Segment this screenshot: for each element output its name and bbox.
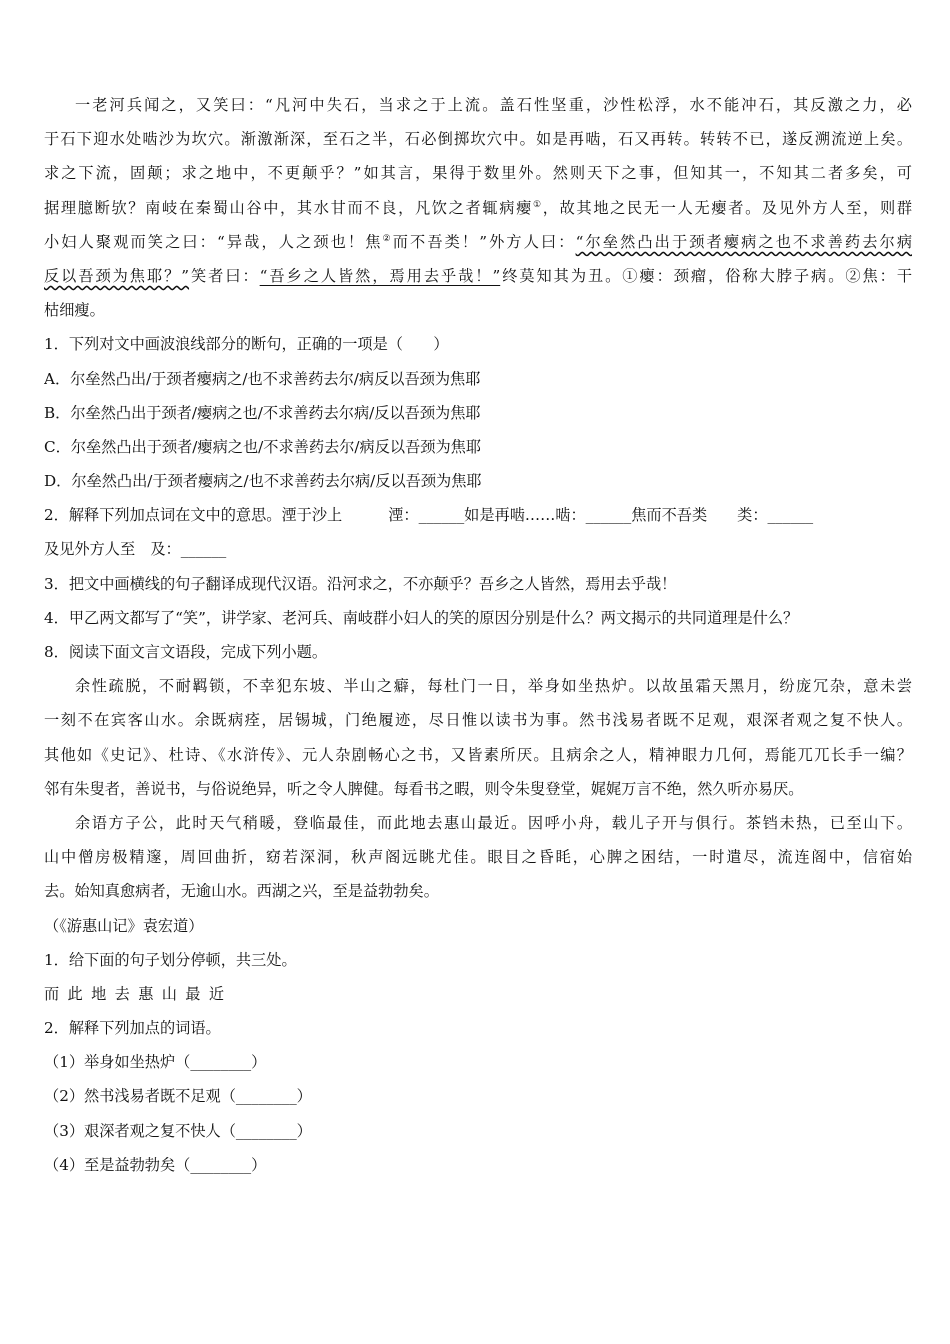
passage-line: 一刻不在宾客山水。余既病痊，居锡城，门绝履迹，尽日惟以读书为事。然书浅易者既不足观，艰深者观之复不快人。 (44, 711, 912, 730)
sub-question-1: 1．给下面的句子划分停顿，共三处。 (44, 950, 297, 969)
passage-line: 于石下迎水处啮沙为坎穴。渐激渐深，至石之半，石必倒掷坎穴中。如是再啮，石又再转。转转不已，遂反溯流逆上矣。 (44, 130, 912, 149)
passage-line: 余语方子公，此时天气稍暖，登临最佳，而此地去惠山最近。因呼小舟，载儿子开与俱行。茶铛未热，已至山下。 (75, 813, 912, 832)
option-d: D．尔垒然凸出/于颈者瘿病之/也不求善药去尔病/反以吾颈为焦耶 (44, 472, 482, 491)
passage-line: 余性疏脱，不耐羁锁，不幸犯东坡、半山之癖，每杜门一日，举身如坐热炉。以故虽霜天黑月，纷庞冗杂，意未尝 (75, 677, 912, 696)
q2-text: 类：______ (737, 506, 814, 525)
passage-line: 邻有朱叟者，善说书，与俗说绝异，听之令人脾健。每看书之暇，则令朱叟登堂，娓娓万言不绝，然久听亦易厌。 (44, 779, 804, 798)
passage-text: 终莫知其为丑。①瘿：颈瘤，俗称大脖子病。②焦：干 (500, 266, 912, 285)
pause-sentence: 而此地去惠山最近 (44, 984, 233, 1003)
footnote-marker: ① (532, 199, 543, 210)
option-a: A．尔垒然凸出/于颈者瘿病之/也不求善药去尔/病反以吾颈为焦耶 (44, 369, 481, 388)
passage-line: 求之下流，固颠；求之地中，不更颠乎？”如其言，果得于数里外。然则天下之事，但知其一，不知其二者多矣，可 (44, 164, 912, 183)
passage-line (44, 259, 912, 293)
passage-line (44, 191, 912, 225)
question-3: 3．把文中画横线的句子翻译成现代汉语。沿河求之，不亦颠乎？吾乡之人皆然，焉用去乎哉！ (44, 574, 677, 593)
passage-text: ，故其地之民无一人无瘿者。及见外方人至，则群 (542, 198, 912, 217)
document-page (44, 88, 912, 1182)
q2-text: 啮：______焦而不吾类 (555, 506, 708, 525)
option-b: B．尔垒然凸出于颈者/瘿病之也/不求善药去尔病/反以吾颈为焦耶 (44, 403, 481, 422)
wavy-underlined-text: “尔垒然凸出于颈者瘿病之也不求善药去尔病 (575, 232, 912, 251)
passage-line: 去。始知真愈病者，无逾山水。西湖之兴，至是益勃勃矣。 (44, 882, 439, 901)
passage-text: 小妇人聚观而笑之曰：“异哉，人之颈也！焦 (44, 232, 383, 251)
explain-item-3: （3）艰深者观之复不快人（________） (44, 1121, 312, 1140)
sub-question-2: 2．解释下列加点的词语。 (44, 1019, 221, 1038)
passage-line (44, 225, 912, 259)
question-4: 4．甲乙两文都写了“笑”，讲学家、老河兵、南岐群小妇人的笑的原因分别是什么？两文揭示的共同道理是什么？ (44, 608, 799, 627)
passage-text: 据理臆断欤？南岐在秦蜀山谷中，其水甘而不良，凡饮之者辄病瘿 (44, 198, 533, 217)
explain-item-2: （2）然书浅易者既不足观（________） (44, 1087, 312, 1106)
passage-text: 笑者曰： (189, 266, 260, 285)
option-c: C．尔垒然凸出于颈者/瘿病之也/不求善药去尔/病反以吾颈为焦耶 (44, 437, 482, 456)
wavy-underlined-text: 反以吾颈为焦耶？” (44, 266, 190, 285)
explain-item-1: （1）举身如坐热炉（________） (44, 1053, 267, 1072)
q2-text: 2．解释下列加点词在文中的意思。湮于沙上 (44, 506, 343, 525)
question-8-heading: 8．阅读下面文言文语段，完成下列小题。 (44, 643, 328, 661)
question-2 (44, 498, 912, 532)
passage-line: 枯细瘦。 (44, 301, 105, 320)
source-citation: （《游惠山记》袁宏道） (44, 916, 204, 935)
question-2-cont: 及见外方人至 及：______ (44, 540, 227, 559)
explain-item-4: （4）至是益勃勃矣（________） (44, 1155, 267, 1174)
underlined-text: “吾乡之人皆然，焉用去乎哉！” (259, 266, 501, 285)
question-1: 1．下列对文中画波浪线部分的断句，正确的一项是（ ） (44, 335, 449, 354)
emphasis-dots: …… (524, 506, 556, 525)
q2-text: 湮：______如是再啮 (388, 506, 525, 525)
passage-line: 山中僧房极精邃，周回曲折，窈若深洞，秋声阁远眺尤佳。眼目之昏眊，心脾之困结，一时遣尽，流连阁中，信宿始 (44, 848, 912, 867)
passage-line: 一老河兵闻之，又笑曰：“凡河中失石，当求之于上流。盖石性坚重，沙性松浮，水不能冲石，其反激之力，必 (75, 96, 912, 114)
passage-text: 而不吾类！”外方人曰： (392, 232, 576, 251)
passage-line: 其他如《史记》、杜诗、《水浒传》、元人杂剧畅心之书，又皆素所厌。且病余之人，精神眼力几何，焉能兀兀长手一编？ (44, 745, 912, 764)
footnote-marker: ② (382, 233, 393, 244)
